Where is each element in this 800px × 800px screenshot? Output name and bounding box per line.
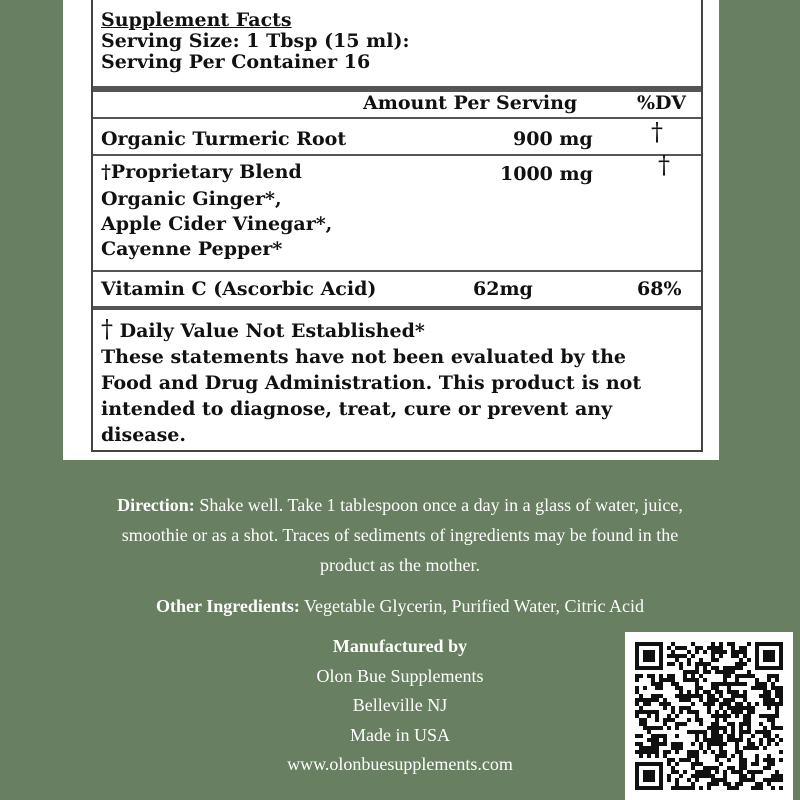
col-dv-header: %DV	[637, 92, 686, 114]
manufacturer-label: Manufactured by	[332, 636, 468, 656]
servings-per-container: Serving Per Container 16	[101, 51, 371, 73]
row-vitamin-c-name: Vitamin C (Ascorbic Acid)	[101, 278, 377, 300]
row-divider	[93, 306, 701, 310]
facts-notes	[101, 316, 691, 448]
direction-label: Direction:	[117, 495, 195, 515]
manufacturer-origin: Made in USA	[350, 724, 450, 745]
disclaimer-line: intended to diagnose, treat, cure or prevent any	[101, 398, 613, 420]
blend-ingredient: Apple Cider Vinegar*,	[101, 213, 333, 235]
disclaimer-line: Food and Drug Administration. This product is not	[101, 372, 642, 394]
row-turmeric-dv: †	[651, 118, 663, 146]
row-blend-name: †Proprietary Blend	[101, 161, 302, 183]
row-turmeric-name: Organic Turmeric Root	[101, 128, 347, 150]
col-amount-header: Amount Per Serving	[363, 92, 578, 114]
blend-ingredient: Cayenne Pepper*	[101, 238, 283, 260]
facts-header	[101, 10, 409, 73]
other-ingredients: Other Ingredients: Vegetable Glycerin, Purified Water, Citric Acid	[156, 596, 644, 616]
manufacturer-name: Olon Bue Supplements	[316, 665, 484, 686]
row-turmeric-amount: 900 mg	[513, 128, 593, 150]
manufacturer-city: Belleville NJ	[352, 695, 448, 715]
row-blend-amount: 1000 mg	[500, 163, 593, 185]
direction-text: Direction: Shake well. Take 1 tablespoon once a day in a glass of water, juice, smoothie or as a shot. Traces of sediments of ingredients may be found in the product as the mother.	[117, 495, 683, 575]
row-divider	[93, 154, 701, 156]
row-blend-dv: †	[658, 151, 670, 179]
blend-ingredient: Organic Ginger*,	[101, 188, 282, 210]
row-divider	[93, 270, 701, 272]
row-vitamin-c-amount: 62mg	[473, 278, 533, 300]
row-vitamin-c-dv: 68%	[637, 278, 682, 300]
supplement-facts-table	[91, 0, 703, 452]
supplement-facts-panel	[63, 0, 719, 460]
dagger-symbol: †	[101, 315, 113, 343]
disclaimer-line: These statements have not been evaluated by the	[101, 346, 626, 368]
manufacturer-info	[200, 632, 600, 780]
qr-code-icon[interactable]	[625, 632, 793, 800]
header-divider	[93, 117, 701, 119]
daily-value-note: † Daily Value Not Established*	[101, 315, 425, 343]
facts-title: Supplement Facts	[101, 9, 292, 31]
website-link[interactable]: www.olonbuesupplements.com	[287, 754, 513, 774]
qr-code-graphic	[635, 642, 783, 790]
other-ingredients-label: Other Ingredients:	[156, 596, 300, 616]
serving-size: Serving Size: 1 Tbsp (15 ml):	[101, 30, 410, 52]
disclaimer-line: disease.	[101, 424, 186, 446]
